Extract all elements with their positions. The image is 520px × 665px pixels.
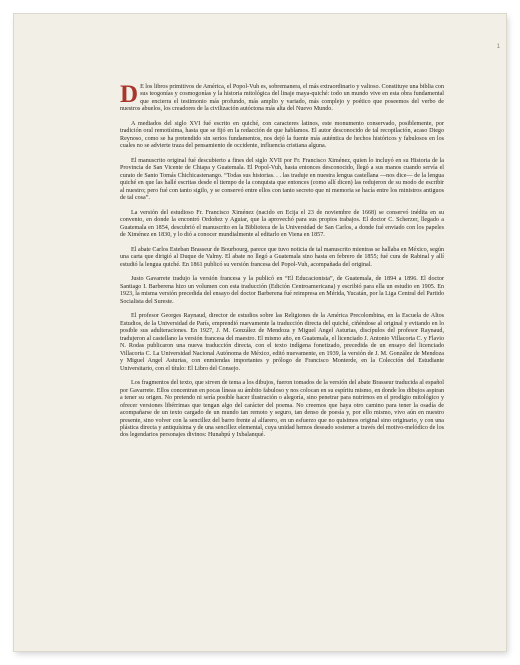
body-text xyxy=(120,81,444,447)
page-edge-mark: 1 xyxy=(496,44,500,50)
paragraph-8: Los fragmentos del texto, que sirven de tema a los dibujos, fueron tomados de la versión del abate Brasseur traducida al español por Gavarrete. Ellos concentran en pocas líneas su ámbito fabuloso y nos colocan en su espíritu mismo, en donde los dibujos aspiran a tener su origen. No pretendo ni sería posible hacer ilustración o alegoría, sino penetrar para nutrirnos en el prodigio mitológico y ofrecer versiones libérrimas que tengan algo del carácter del poema. No creemos que haya otro camino para tener la osadía de acompañarse de un texto cargado de un mundo tan remoto y seguro, tan denso de poesía y, por ello mismo, vivo aún en nuestro presente, sino volver con la sencillez del barro frente al alfarero, en un esfuerzo que no quisimos original sino originario, y con una plástica directa y antiquísima y de una sencillez elemental, cuya unidad hemos deseado sostener a través del motivo-melódico de los dos legendarios personajes divinos: Hunahpú y Ixbalanqué. xyxy=(120,380,444,439)
paragraph-1 xyxy=(120,81,444,114)
paragraph-5: El abate Carlos Esteban Brasseur de Bourbourg, parece que tuvo noticia de tal manuscrito mientras se hallaba en México, según una carta que dirigió al Duque de Valmy. El abate no llegó a Guatemala sino hasta en febrero de 1855; fué cura de Rabinal y allí estudió la lengua quiché. En 1861 publicó su versión francesa del Popol-Vuh, acompañada del original. xyxy=(120,246,444,268)
document-page xyxy=(14,14,506,651)
paragraph-3: El manuscrito original fué descubierto a fines del siglo XVII por Fr. Francisco Ximénez, quien lo incluyó en su Historia de la Provincia de San Vicente de Chiapa y Guatemala. El Popol-Vuh, hasta entonces desconocido, llegó a sus manos cuando servía el curato de Santo Tomás Chichicastenango. “Todas sus historias. . . las traduje en nuestra lengua castellana —nos dice— de la lengua quiché en que las hallé escritas desde el tiempo de la conquista que entonces (como allí dicen) las redujeron de su modo de escribir al nuestro; pero fué con tanto sigilo, y se conservó entre ellos con tanto secreto que ni memoria se hacía entre los ministros antiguos de tal cosa”. xyxy=(120,158,444,202)
drop-cap: D xyxy=(120,81,139,108)
paragraph-4: La versión del estudioso Fr. Francisco Ximénez (nacido en Ecija el 23 de noviembre de 1668) se conservó inédita en su convento, en donde la encontró Ordoñez y Aguiar, que la aprovechó para sus propios trabajos. El doctor C. Scherzer, llegado a Guatemala en 1854, descubrió el manuscrito en la Biblioteca de la Universidad de San Carlos, a donde fué enviado con los papeles de Ximénez en 1830, y lo dió a conocer mundialmente al editarlo en Viena en 1857. xyxy=(120,209,444,239)
paragraph-6: Justo Gavarrete tradujo la versión francesa y la publicó en “El Educacionista”, de Guatemala, de 1894 a 1896. El doctor Santiago I. Barberena hizo un volumen con esta traducción (Edición Centroamericana) y escribió para ella un estudio en 1905. En 1923, la misma versión precedida del ensayo del doctor Barberena fué reimpresa en Mérida, Yucatán, por la Liga Central del Partido Socialista del Sureste. xyxy=(120,276,444,305)
paragraph-2: A mediados del siglo XVI fué escrito en quiché, con caracteres latinos, este monumento conservado, posiblemente, por tradición oral remotísima, hasta que se fijó en la redacción de que hablamos. El autor desconocido de tal recopilación, acaso Diego Reynoso, como se ha pretendido sin serios fundamentos, nos dejó la fuente más auténtica de hechos históricos y fabulosos en los cuales no se advierte traza del pensamiento de occidente, influencia cristiana alguna. xyxy=(120,121,444,150)
paragraph-1-text: E los libros primitivos de América, el Popol-Vuh es, sobremanera, el más extraordinario y valioso. Constituye una biblia con sus teogonías y cosmogonías y la historia mitológica del linaje maya-quiché: todo un mundo vive en esta obra fundamental que encierra el testimonio más profundo, más amplio y variado, más complejo y poético que poseemos del verbo de nuestros abuelos, los creadores de la civilización autóctona más alta del Nuevo Mundo. xyxy=(120,84,444,113)
paragraph-7: El profesor Georges Raynaud, director de estudios sobre las Religiones de la América Precolombina, en la Escuela de Altos Estudios, de la Universidad de París, emprendió nuevamente la traducción directa del quiché, ciñéndose al original y evitando en lo posible sus adulteraciones. En 1927, J. M. González de Mendoza y Miguel Angel Asturias, discípulos del profesor Raynaud, tradujeron al castellano la versión francesa del maestro. El mismo año, en Guatemala, el licenciado J. Antonio Villacorta C. y Flavio N. Rodas publicaron una nueva traducción directa, con el texto indígena fonetizado, precedida de un ensayo del licenciado Villacorta C. La Universidad Nacional Autónoma de México, editó nuevamente, en 1939, la versión de J. M. González de Mendoza y Miguel Angel Asturias, con enmiendas importantes y prólogo de Francisco Monterde, en la Colección del Estudiante Universitario, con el título: El Libro del Consejo. xyxy=(120,313,444,372)
